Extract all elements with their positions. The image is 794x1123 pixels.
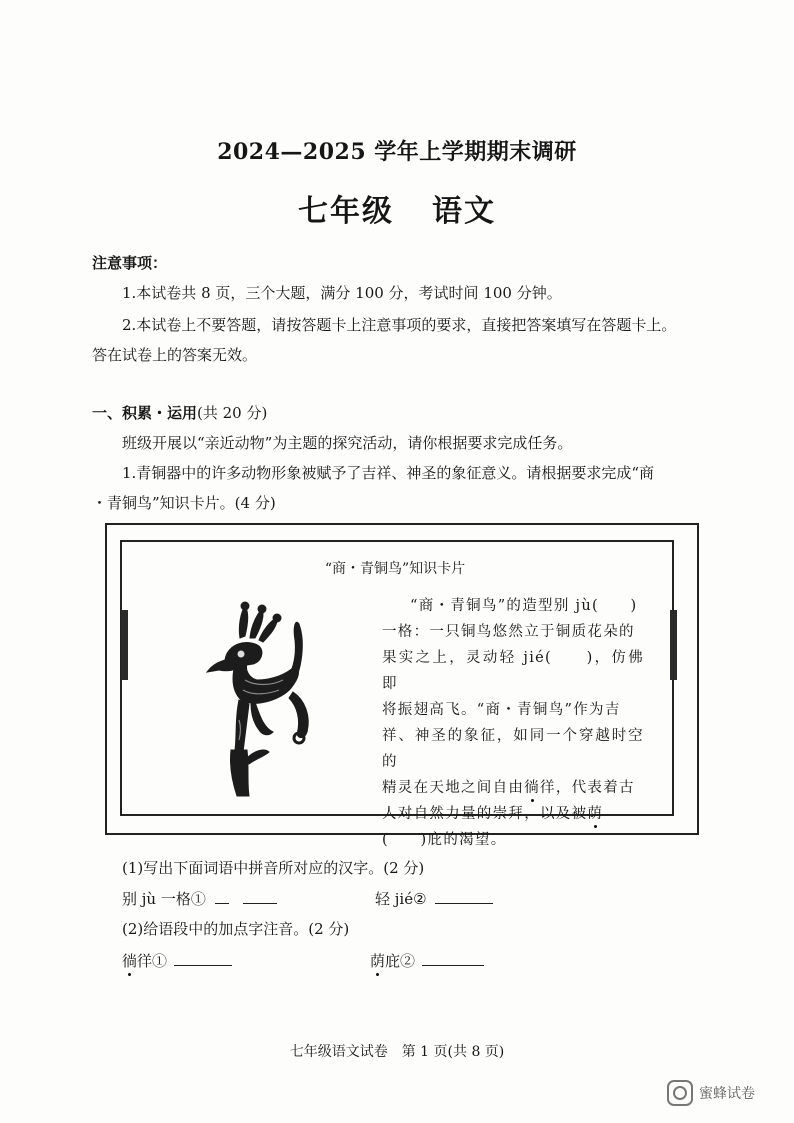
card-line-5: 祥、神圣的象征，如同一个穿越时空的 — [382, 728, 644, 770]
question-1-text-cont: ・青铜鸟”知识卡片。(4 分) — [92, 494, 276, 512]
card-line-8: ( )庇的渴望。 — [382, 832, 507, 848]
dotted-char-yin-q: 荫 — [370, 952, 386, 970]
dotted-char-yin: 荫 — [587, 806, 604, 822]
subquestion-2-b-label: 庇② — [385, 952, 416, 970]
card-title: “商・青铜鸟”知识卡片 — [324, 561, 466, 577]
card-line-1: “商・青铜鸟”的造型别 jù( ) — [410, 598, 638, 614]
card-line-4: 将振翅高飞。“商・青铜鸟”作为吉 — [382, 702, 621, 718]
notice-item-2: 2.本试卷上不要答题，请按答题卡上注意事项的要求，直接把答案填写在答题卡上。 — [122, 316, 677, 334]
card-line-3: 果实之上，灵动轻 jié( )，仿佛即 — [382, 650, 644, 692]
section-intro: 班级开展以“亲近动物”为主题的探究活动，请你根据要求完成任务。 — [122, 434, 573, 452]
bee-logo-icon — [667, 1080, 693, 1106]
section-heading — [92, 402, 267, 423]
subquestion-1-b — [375, 888, 493, 909]
answer-blank-3[interactable] — [174, 951, 232, 966]
card-line-6-start: 精灵在天地之间自由 — [382, 780, 525, 796]
exam-title: 2024—2025 学年上学期期末调研 — [217, 139, 577, 165]
notice-item-1: 1.本试卷共 8 页，三个大题，满分 100 分，考试时间 100 分钟。 — [122, 284, 562, 302]
subquestion-2-b — [370, 950, 484, 971]
notice-item-2-cont: 答在试卷上的答案无效。 — [92, 346, 258, 364]
watermark-text: 蜜蜂试卷 — [699, 1086, 755, 1102]
dotted-char-chang: 徜 — [524, 780, 541, 796]
section-points: (共 20 分) — [197, 404, 268, 422]
bronze-bird-image — [195, 600, 325, 800]
answer-blank-4[interactable] — [422, 951, 484, 966]
subject-label: 语文 — [432, 194, 496, 229]
subquestion-2-a-label: 徉① — [137, 952, 168, 970]
card-line-7-start: 人对自然力量的崇拜，以及被 — [382, 806, 588, 822]
question-1-text: 1.青铜器中的许多动物形象被赋予了吉祥、神圣的象征意义。请根据要求完成“商 — [122, 464, 654, 482]
card-paragraph — [382, 593, 644, 853]
card-line-6 — [382, 775, 644, 801]
subquestion-1-a — [122, 888, 277, 909]
subquestion-1-a-label: 别 jù 一格① — [122, 890, 206, 908]
subquestion-1-b-label: 轻 jié② — [375, 890, 427, 908]
grade-label: 七年级 — [298, 194, 394, 229]
page-footer: 七年级语文试卷 第 1 页(共 8 页) — [289, 1044, 505, 1060]
card-right-ornament — [670, 610, 677, 680]
answer-blank-1a[interactable] — [215, 889, 229, 904]
subquestion-2-text: (2)给语段中的加点字注音。(2 分) — [122, 920, 350, 938]
answer-blank-1b[interactable] — [243, 889, 277, 904]
subquestion-1-text: (1)写出下面词语中拼音所对应的汉字。(2 分) — [122, 859, 425, 877]
section-title: 一、积累・运用 — [92, 404, 198, 422]
notice-heading: 注意事项： — [92, 254, 168, 272]
card-line-2: 一格：一只铜鸟悠然立于铜质花朵的 — [382, 624, 635, 640]
card-line-6-end: 徉，代表着古 — [540, 780, 635, 796]
exam-subtitle — [0, 186, 794, 230]
subquestion-2-a — [122, 950, 232, 971]
card-left-ornament — [121, 610, 128, 680]
bronze-bird-illustration — [195, 600, 325, 800]
card-line-7 — [382, 801, 644, 827]
watermark — [667, 1080, 755, 1106]
dotted-char-chang-q: 徜 — [122, 952, 138, 970]
answer-blank-2[interactable] — [435, 889, 493, 904]
